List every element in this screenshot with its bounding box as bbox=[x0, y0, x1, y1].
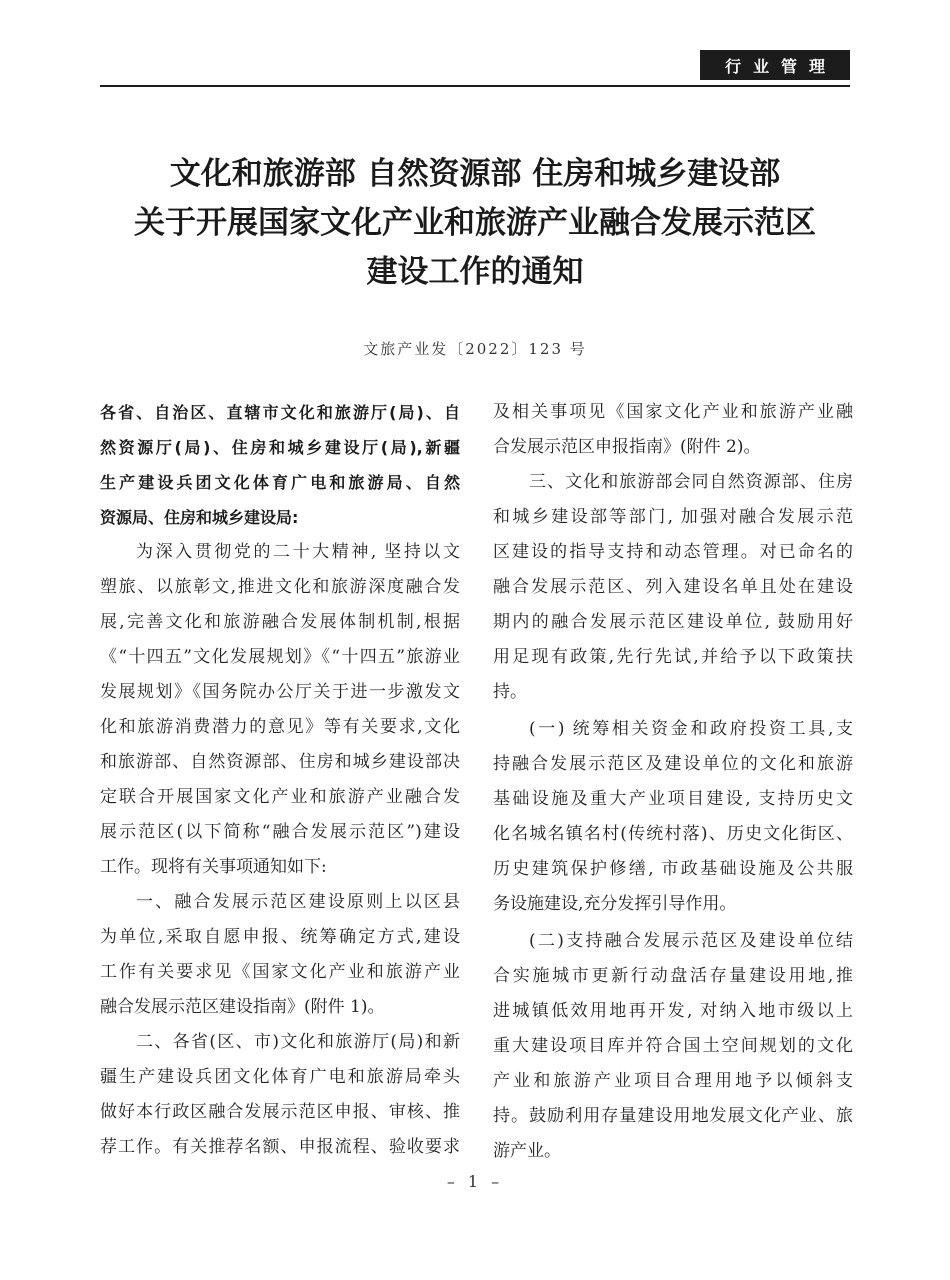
header-rule bbox=[100, 85, 850, 87]
item-2-continued-paragraph bbox=[493, 395, 853, 465]
intro-paragraph bbox=[100, 535, 460, 885]
title-line: 文化和旅游部 自然资源部 住房和城乡建设部 bbox=[169, 156, 781, 192]
text-line: 做好本行政区融合发展示范区申报、审核、推 bbox=[100, 1102, 460, 1122]
text-line: 化和旅游消费潜力的意见》等有关要求,文化 bbox=[100, 717, 460, 737]
text-line: 持。鼓励利用存量建设用地发展文化产业、旅 bbox=[493, 1106, 853, 1126]
text-line: 游产业。 bbox=[493, 1141, 561, 1161]
text-line: 及相关事项见《国家文化产业和旅游产业融 bbox=[493, 402, 853, 422]
text-line: 定联合开展国家文化产业和旅游产业融合发 bbox=[100, 787, 460, 807]
recipients-paragraph bbox=[100, 395, 460, 535]
text-line: 发展规划》《国务院办公厅关于进一步激发文 bbox=[100, 682, 460, 702]
item-1-paragraph bbox=[100, 885, 460, 1025]
text-line: 三、文化和旅游部会同自然资源部、住房 bbox=[529, 472, 853, 492]
text-line: 为单位,采取自愿申报、统筹确定方式,建设 bbox=[100, 927, 460, 947]
text-line: (一) 统筹相关资金和政府投资工具,支 bbox=[529, 719, 853, 739]
text-line: 产业和旅游产业项目合理用地予以倾斜支 bbox=[493, 1071, 853, 1091]
text-line: 塑旅、以旅彰文,推进文化和旅游深度融合发 bbox=[100, 577, 460, 597]
text-line: 生产建设兵团文化体育广电和旅游局、自然 bbox=[100, 473, 460, 492]
item-2-paragraph bbox=[100, 1025, 460, 1165]
text-line: 荐工作。有关推荐名额、申报流程、验收要求 bbox=[100, 1137, 460, 1157]
title-line: 建设工作的通知 bbox=[366, 254, 584, 290]
text-line: 重大建设项目库并符合国土空间规划的文化 bbox=[493, 1036, 853, 1056]
text-line: 基础设施及重大产业项目建设, 支持历史文 bbox=[493, 789, 853, 809]
text-line: 然资源厅(局)、住房和城乡建设厅(局),新疆 bbox=[100, 438, 460, 457]
document-number: 文旅产业发〔2022〕123 号 bbox=[363, 340, 587, 358]
text-line: 展示范区(以下简称“融合发展示范区”)建设 bbox=[100, 822, 460, 842]
text-line: 一、融合发展示范区建设原则上以区县 bbox=[136, 892, 460, 912]
text-line: 展,完善文化和旅游融合发展体制机制,根据 bbox=[100, 612, 460, 632]
text-line: 融合发展示范区建设指南》(附件 1)。 bbox=[100, 997, 385, 1017]
sub-item-1-paragraph bbox=[493, 712, 853, 922]
document-title bbox=[80, 150, 870, 297]
text-line: 疆生产建设兵团文化体育广电和旅游局牵头 bbox=[100, 1067, 460, 1087]
text-line: 《“十四五”文化发展规划》《“十四五”旅游业 bbox=[100, 647, 460, 667]
text-line: 历史建筑保护修缮, 市政基础设施及公共服 bbox=[493, 859, 853, 879]
item-3-paragraph bbox=[493, 465, 853, 710]
text-line: 二、各省(区、市)文化和旅游厅(局)和新 bbox=[136, 1032, 460, 1052]
text-line: 合实施城市更新行动盘活存量建设用地,推 bbox=[493, 966, 853, 986]
text-line: 和旅游部、自然资源部、住房和城乡建设部决 bbox=[100, 752, 460, 772]
text-line: 用足现有政策,先行先试,并给予以下政策扶 bbox=[493, 647, 853, 667]
text-line: (二)支持融合发展示范区及建设单位结 bbox=[529, 931, 853, 951]
title-line: 关于开展国家文化产业和旅游产业融合发展示范区 bbox=[134, 205, 816, 241]
text-line: 融合发展示范区、列入建设名单且处在建设 bbox=[493, 577, 853, 597]
text-line: 持融合发展示范区及建设单位的文化和旅游 bbox=[493, 754, 853, 774]
sub-item-2-paragraph bbox=[493, 924, 853, 1169]
text-line: 进城镇低效用地再开发, 对纳入地市级以上 bbox=[493, 1001, 853, 1021]
text-line: 合发展示范区申报指南》(附件 2)。 bbox=[493, 437, 761, 457]
text-line: 工作。现将有关事项通知如下: bbox=[100, 857, 327, 877]
text-line: 和城乡建设部等部门, 加强对融合发展示范 bbox=[493, 507, 853, 527]
text-line: 持。 bbox=[493, 682, 527, 702]
text-line: 务设施建设,充分发挥引导作用。 bbox=[493, 894, 737, 914]
text-line: 各省、自治区、直辖市文化和旅游厅(局)、自 bbox=[100, 403, 460, 422]
text-line: 资源局、住房和城乡建设局: bbox=[100, 508, 299, 527]
section-tag: 行业管理 bbox=[700, 50, 850, 80]
text-line: 区建设的指导支持和动态管理。对已命名的 bbox=[493, 542, 853, 562]
text-line: 期内的融合发展示范区建设单位, 鼓励用好 bbox=[493, 612, 853, 632]
page-number: – 1 – bbox=[446, 1172, 504, 1191]
text-line: 化名城名镇名村(传统村落)、历史文化街区、 bbox=[493, 824, 853, 844]
right-column bbox=[493, 395, 853, 1169]
text-line: 工作有关要求见《国家文化产业和旅游产业 bbox=[100, 962, 460, 982]
text-line: 为深入贯彻党的二十大精神, 坚持以文 bbox=[136, 542, 460, 562]
left-column bbox=[100, 395, 460, 1165]
